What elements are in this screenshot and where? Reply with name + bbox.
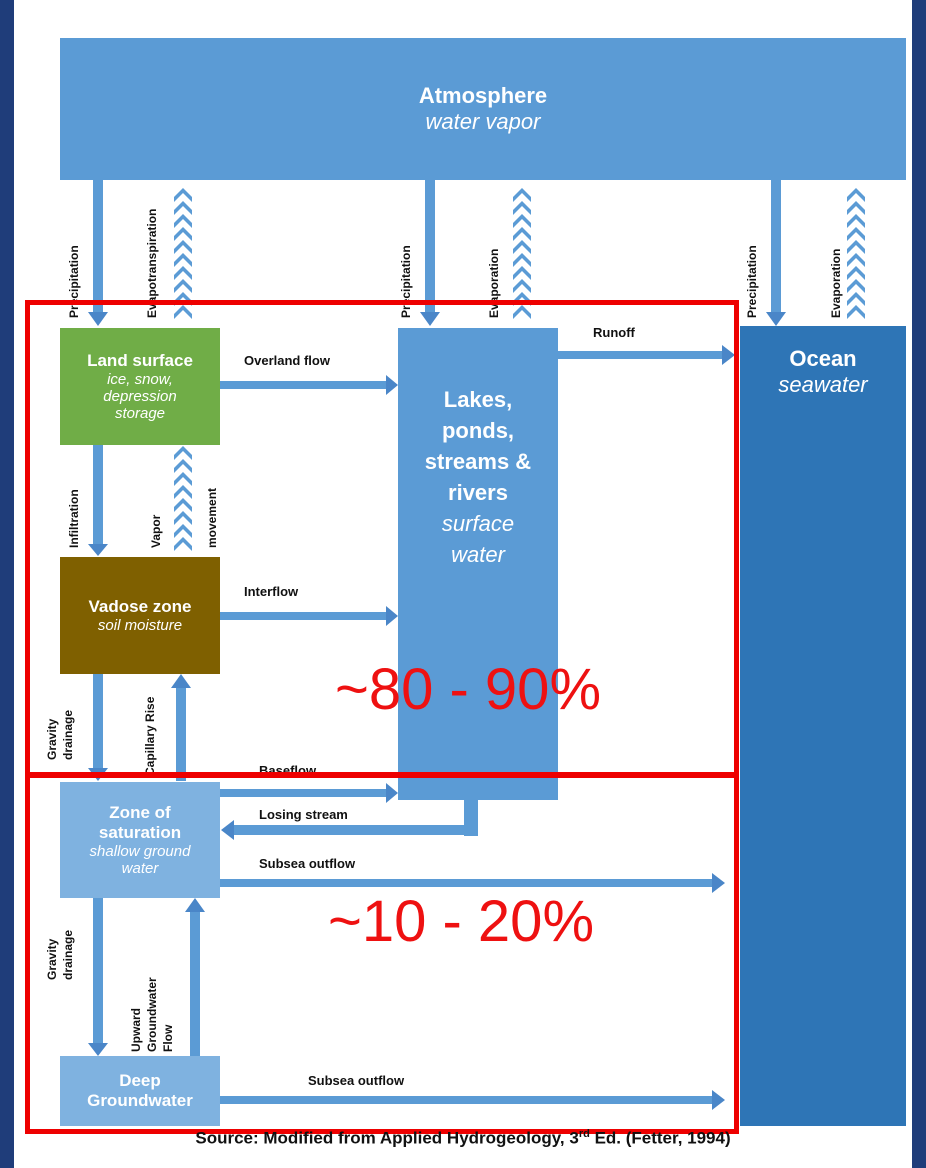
chevron-up-icon <box>174 240 192 254</box>
surface-highlight-box <box>25 300 739 778</box>
label-infiltration: Infiltration <box>67 489 81 548</box>
chevron-up-icon <box>513 227 531 241</box>
land-surface-title: Land surface <box>87 351 193 370</box>
label-losing-stream: Losing stream <box>259 807 348 822</box>
ocean-title: Ocean <box>789 346 857 371</box>
label-baseflow: Baseflow <box>259 763 317 778</box>
label-overland-flow: Overland flow <box>244 353 330 368</box>
saturation-title-1: Zone of <box>109 803 171 822</box>
label-evaporation-ocean: Evaporation <box>829 248 843 318</box>
label-vapor: Vapor <box>149 514 163 548</box>
chevron-up-icon <box>847 214 865 228</box>
chevron-up-icon <box>174 201 192 215</box>
chevron-up-icon <box>513 201 531 215</box>
caption-prefix: Source: Modified from Applied Hydrogeology, 3 <box>195 1128 579 1148</box>
vadose-zone-subtitle: soil moisture <box>97 617 183 634</box>
chevron-up-icon <box>847 266 865 280</box>
saturation-subtitle-1: shallow ground <box>89 843 191 860</box>
label-precipitation-ocean: Precipitation <box>745 245 759 318</box>
ocean-subtitle: seawater <box>778 372 868 397</box>
chevron-up-icon <box>513 266 531 280</box>
label-precipitation-lakes: Precipitation <box>399 245 413 318</box>
chevron-up-icon <box>174 253 192 267</box>
chevron-up-icon <box>174 266 192 280</box>
chevron-up-icon <box>847 292 865 306</box>
label-capillary-rise: Capillary Rise <box>143 696 157 776</box>
chevron-up-icon <box>847 305 865 319</box>
lakes-title-4: rivers <box>448 480 508 505</box>
chevron-up-icon <box>174 227 192 241</box>
lakes-subtitle-1: surface <box>441 511 515 536</box>
chevron-up-icon <box>513 279 531 293</box>
chevron-up-icon <box>513 253 531 267</box>
land-surface-subtitle-1: ice, snow, <box>107 371 173 388</box>
lakes-title-3: streams & <box>424 449 532 474</box>
label-precipitation-land: Precipitation <box>67 245 81 318</box>
label-gravity-drainage-1a: Gravity <box>45 718 59 760</box>
land-surface-subtitle-2: depression <box>103 388 177 405</box>
chevron-up-icon <box>847 188 865 202</box>
atmosphere-subtitle: water vapor <box>425 109 541 134</box>
chevron-up-icon <box>513 188 531 202</box>
label-upward-1: Upward <box>129 1007 143 1052</box>
groundwater-highlight-box <box>25 772 739 1134</box>
precipitation-ocean-arrow <box>766 180 786 326</box>
lakes-subtitle-2: water <box>451 542 505 567</box>
saturation-title-2: saturation <box>98 823 182 842</box>
atmosphere-title: Atmosphere <box>418 83 548 108</box>
land-surface-subtitle-3: storage <box>114 405 166 422</box>
surface-percentage: ~80 - 90% <box>335 657 602 722</box>
label-gravity-drainage-2a: Gravity <box>45 938 59 980</box>
label-evaporation-lakes: Evaporation <box>487 248 501 318</box>
label-upward-2: Groundwater <box>145 977 159 1052</box>
chevron-up-icon <box>847 240 865 254</box>
label-upward-3: Flow <box>161 1024 175 1052</box>
atmosphere-box <box>60 38 906 180</box>
lakes-title-2: ponds, <box>441 418 515 443</box>
deep-title-1: Deep <box>119 1071 161 1090</box>
evaporation-ocean-chevrons <box>847 188 865 319</box>
saturation-subtitle-2: water <box>121 860 159 877</box>
label-gravity-drainage-2b: drainage <box>61 929 75 980</box>
label-subsea-outflow-1: Subsea outflow <box>259 856 356 871</box>
lakes-title-1: Lakes, <box>443 387 513 412</box>
groundwater-percentage: ~10 - 20% <box>328 889 595 954</box>
chevron-up-icon <box>847 227 865 241</box>
chevron-up-icon <box>174 214 192 228</box>
source-caption <box>0 1128 926 1149</box>
ocean-box <box>740 326 906 1126</box>
chevron-up-icon <box>513 214 531 228</box>
caption-suffix: Ed. (Fetter, 1994) <box>589 1128 731 1148</box>
deep-title-2: Groundwater <box>87 1091 193 1110</box>
chevron-up-icon <box>174 279 192 293</box>
caption-superscript: rd <box>578 1128 590 1140</box>
label-gravity-drainage-1b: drainage <box>61 709 75 760</box>
vadose-zone-title: Vadose zone <box>88 597 192 616</box>
chevron-up-icon <box>513 240 531 254</box>
chevron-up-icon <box>847 279 865 293</box>
chevron-up-icon <box>847 253 865 267</box>
label-interflow: Interflow <box>244 584 299 599</box>
chevron-up-icon <box>847 201 865 215</box>
label-runoff: Runoff <box>593 325 635 340</box>
label-movement: movement <box>205 487 219 548</box>
chevron-up-icon <box>174 188 192 202</box>
label-subsea-outflow-2: Subsea outflow <box>308 1073 405 1088</box>
label-evapotranspiration: Evapotranspiration <box>145 208 159 318</box>
